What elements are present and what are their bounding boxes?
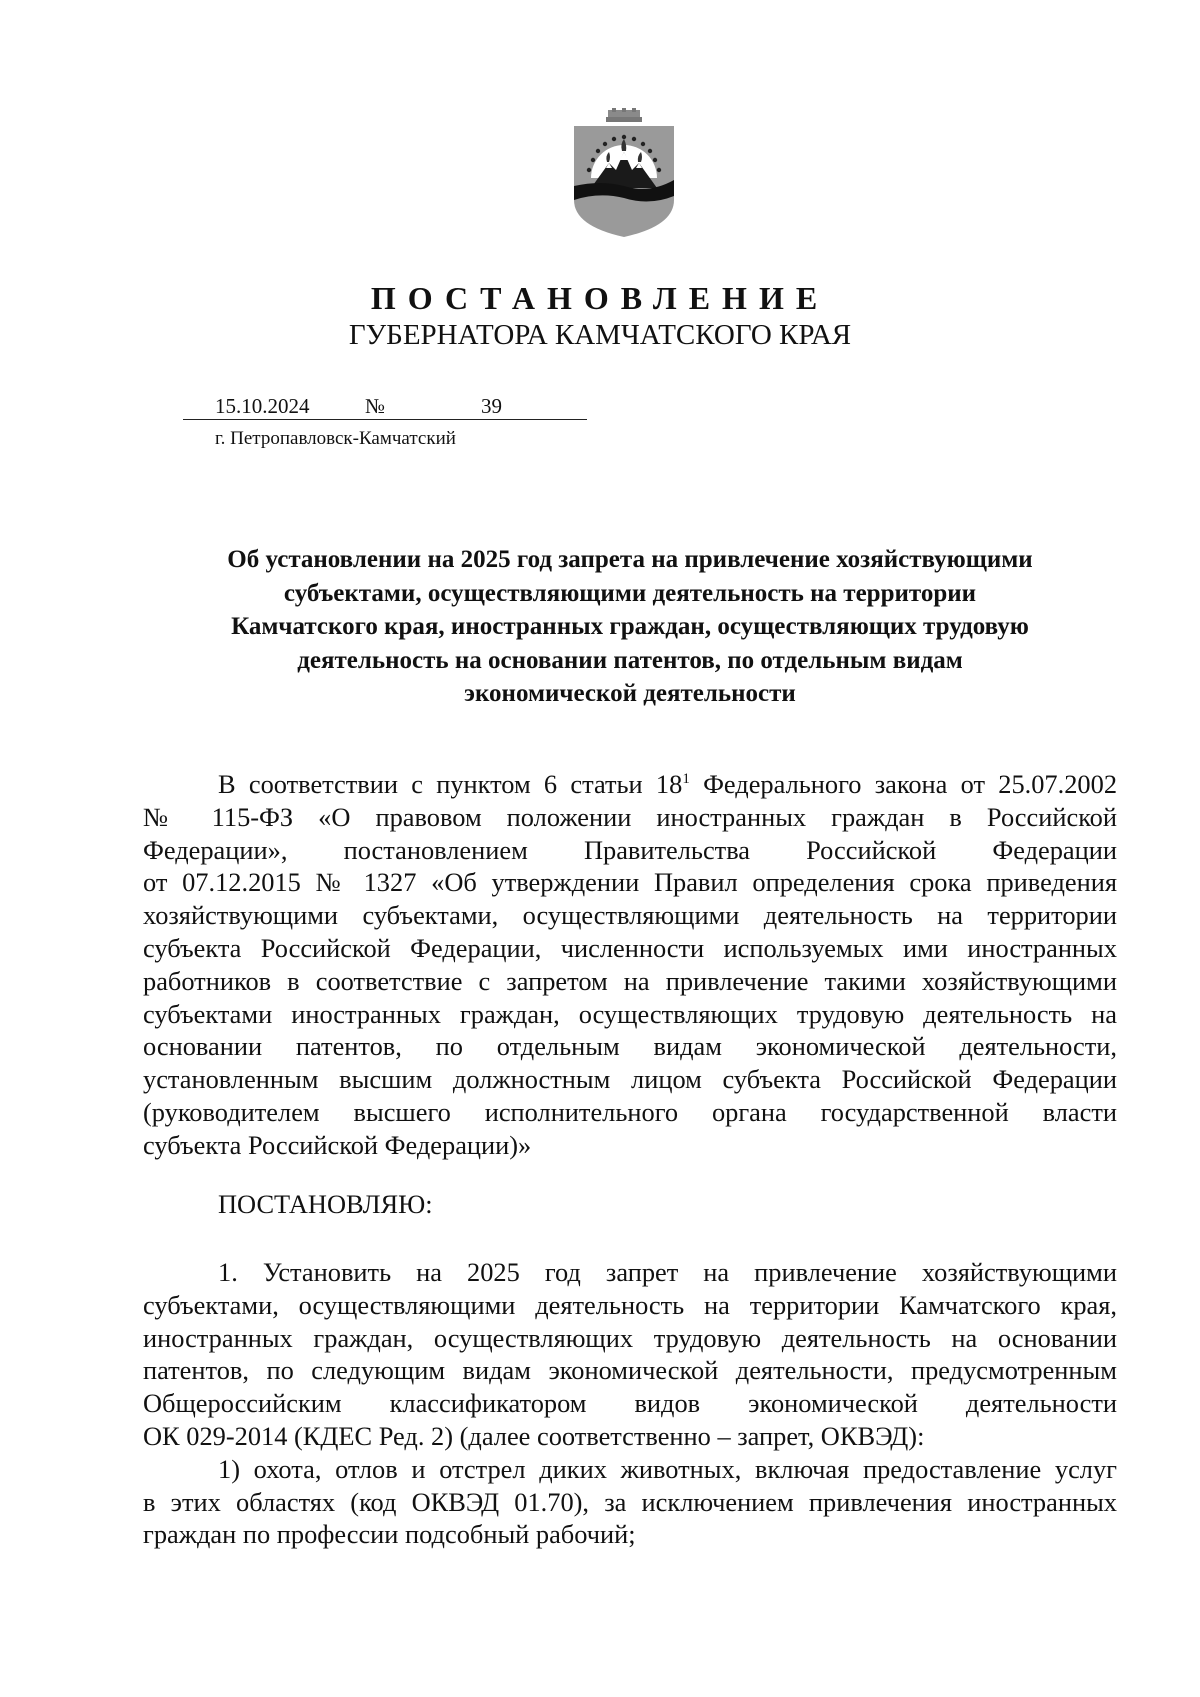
document-number: 39 — [481, 394, 502, 418]
document-title — [140, 543, 1120, 711]
subitem-line: в этих областях (код ОКВЭД 01.70), за исключением привлечения иностранных — [143, 1486, 1117, 1517]
paragraph-line: субъекта Российской Федерации, численности используемых ими иностранных — [143, 932, 1117, 963]
title-line: субъектами, осуществляющими деятельность на территории — [283, 579, 977, 607]
paragraph-line: основании патентов, по отдельным видам экономической деятельности, — [143, 1031, 1117, 1062]
issuing-authority: ГУБЕРНАТОРА КАМЧАТСКОГО КРАЯ — [348, 319, 852, 351]
paragraph-line: 1. Установить на 2025 год запрет на привлечение хозяйствующими — [218, 1257, 1117, 1287]
paragraph-line: субъекта Российской Федерации)» — [143, 1129, 532, 1160]
number-label: № — [365, 394, 386, 418]
paragraph-line: установленным высшим должностным лицом субъекта Российской Федерации — [143, 1064, 1117, 1095]
underline-rule — [183, 419, 587, 420]
text-run: Федерального закона от 25.07.2002 — [689, 769, 1118, 799]
paragraph-line — [143, 768, 1117, 801]
title-line: экономической деятельности — [464, 680, 796, 707]
paragraph-line: субъектами иностранных граждан, осуществляющих трудовую деятельность на — [143, 998, 1117, 1029]
preamble-paragraph — [143, 768, 1117, 1162]
item-1-paragraph — [143, 1256, 1117, 1551]
paragraph-line: № 115-ФЗ «О правовом положении иностранных граждан в Российской — [143, 801, 1117, 832]
paragraph-line: субъектами, осуществляющими деятельность на территории Камчатского края, — [143, 1289, 1117, 1320]
paragraph-line: ПОСТАНОВЛЯЮ: — [218, 1189, 433, 1219]
decree-word — [143, 1188, 1117, 1221]
title-line: Камчатского края, иностранных граждан, осуществляющих трудовую — [231, 613, 1029, 640]
text-run: В соответствии с пунктом 6 статьи 18 — [218, 769, 683, 799]
subitem-line: граждан по профессии подсобный рабочий; — [143, 1519, 636, 1550]
registration-line — [183, 393, 587, 421]
title-line: Об установлении на 2025 год запрета на привлечение хозяйствующими — [227, 546, 1033, 573]
paragraph-line: иностранных граждан, осуществляющих трудовую деятельность на основании — [143, 1322, 1117, 1353]
paragraph-line: от 07.12.2015 № 1327 «Об утверждении Правил определения срока приведения — [143, 867, 1117, 898]
document-date: 15.10.2024 — [215, 394, 310, 418]
place-of-issue: г. Петропавловск-Камчатский — [215, 428, 456, 449]
paragraph-line: Федерации», постановлением Правительства Российской Федерации — [143, 834, 1117, 865]
paragraph-line: хозяйствующими субъектами, осуществляющими деятельность на территории — [143, 900, 1117, 931]
document-type-heading: ПОСТАНОВЛЕНИЕ — [370, 280, 830, 316]
subitem-line: 1) охота, отлов и отстрел диких животных, включая предоставление услуг — [218, 1453, 1117, 1484]
title-line: деятельность на основании патентов, по отдельным видам — [297, 646, 963, 674]
paragraph-line: патентов, по следующим видам экономической деятельности, предусмотренным — [143, 1355, 1117, 1386]
superscript: 1 — [682, 771, 690, 788]
paragraph-line: работников в соответствие с запретом на привлечение такими хозяйствующими — [143, 965, 1117, 996]
coat-of-arms-emblem — [571, 108, 677, 239]
paragraph-line: ОК 029-2014 (КДЕС Ред. 2) (далее соответственно – запрет, ОКВЭД): — [143, 1420, 925, 1451]
paragraph-line: (руководителем высшего исполнительного органа государственной власти — [143, 1096, 1117, 1127]
paragraph-line: Общероссийским классификатором видов экономической деятельности — [143, 1388, 1117, 1419]
